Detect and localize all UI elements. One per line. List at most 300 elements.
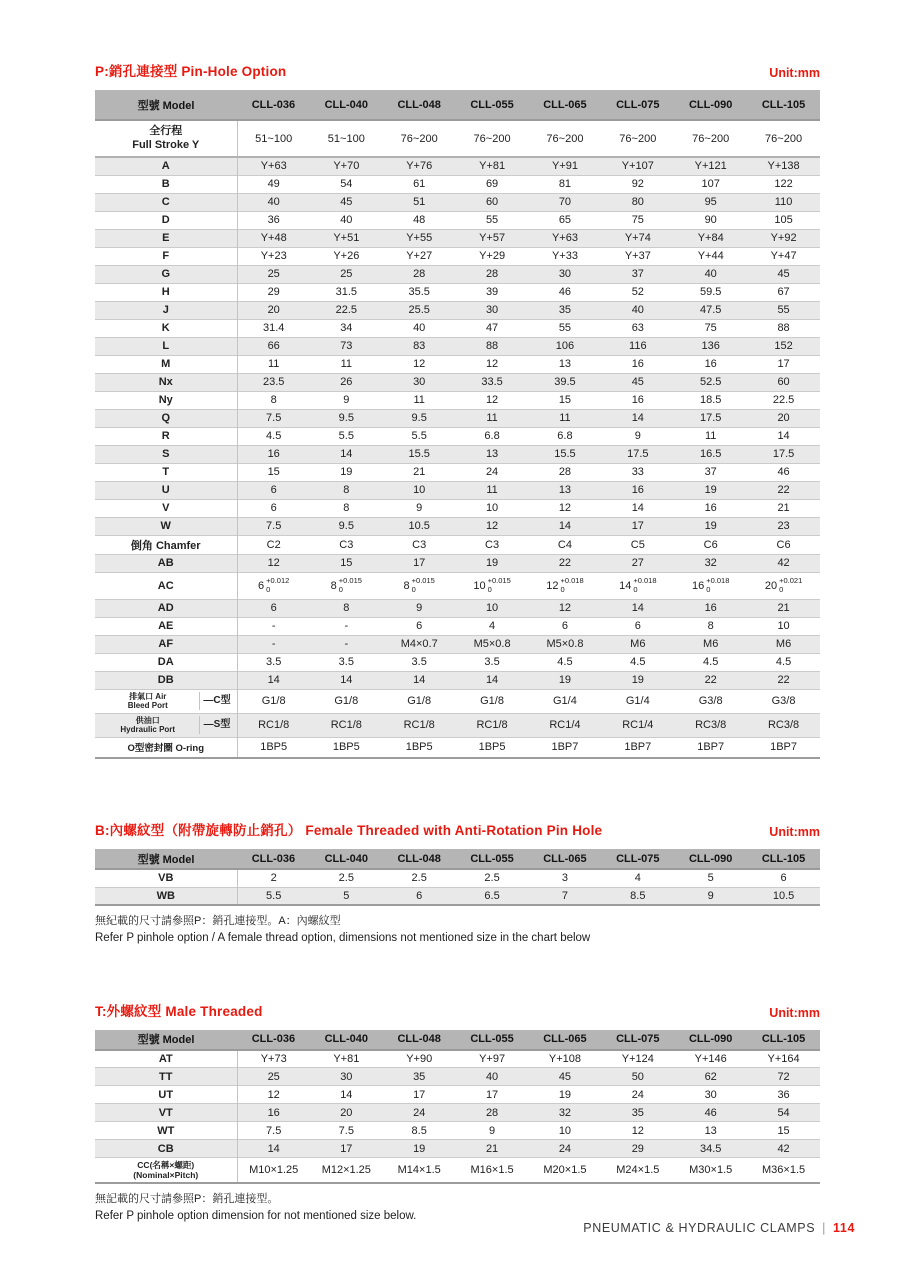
value-cell: 5.5	[411, 430, 427, 442]
value-cell: 5	[707, 872, 714, 885]
value-cell: 40	[340, 214, 353, 226]
row-label: S	[95, 445, 237, 463]
value-cell: 55	[485, 214, 499, 226]
table-row	[95, 355, 820, 373]
value-cell: M5×0.8	[546, 638, 584, 650]
value-cell: G1/8	[480, 695, 504, 707]
section-male-threaded	[95, 1000, 820, 1226]
value-cell: 4.5	[703, 656, 719, 668]
value-cell: 40	[267, 196, 280, 208]
value-cell: M12×1.25	[321, 1164, 371, 1177]
row-label: AD	[95, 599, 237, 617]
value-cell: Y+27	[406, 250, 433, 262]
row-label: UT	[95, 1086, 237, 1104]
tolerance-upper: +0.018	[706, 576, 730, 586]
tolerance-upper: +0.015	[338, 576, 362, 586]
value-cell: 40	[704, 268, 717, 280]
tolerance-value	[331, 577, 362, 594]
value-cell: 30	[704, 1088, 717, 1101]
value-cell: 7.5	[266, 1124, 282, 1137]
value-cell: 4.5	[266, 430, 282, 442]
value-cell: 116	[629, 340, 647, 352]
tolerance-lower: 0	[411, 584, 416, 594]
table-row	[95, 247, 820, 265]
tolerance-limits	[266, 577, 289, 594]
table-row	[95, 1122, 820, 1140]
value-cell: 72	[777, 1070, 790, 1083]
row-label-line: CC(名稱×螺距)	[137, 1159, 195, 1170]
row-label-line: 供油口	[135, 715, 160, 725]
row-label: G	[95, 265, 237, 283]
value-cell: Y+37	[624, 250, 651, 262]
value-cell: 39.5	[554, 376, 576, 388]
value-cell: 12	[558, 502, 572, 514]
value-cell: Y+23	[260, 250, 287, 262]
value-cell: RC1/8	[330, 719, 362, 731]
row-label: WT	[95, 1122, 237, 1140]
value-cell: 9.5	[338, 412, 354, 424]
value-cell: 95	[704, 196, 717, 208]
value-cell: 1BP5	[260, 741, 288, 754]
row-label: Ny	[95, 391, 237, 409]
value-cell: 7.5	[266, 520, 282, 532]
value-cell: 32	[704, 557, 717, 569]
value-cell: 45	[777, 268, 790, 280]
table-row	[95, 265, 820, 283]
table-row	[95, 517, 820, 535]
value-cell: 17	[413, 557, 426, 569]
value-cell: 40	[631, 304, 644, 316]
value-cell: G3/8	[771, 695, 796, 707]
value-cell: 10.5	[772, 889, 795, 902]
value-cell: 9	[634, 430, 641, 442]
tolerance-base: 14	[619, 579, 632, 592]
male-threaded-table	[95, 1030, 820, 1184]
value-cell: 13	[485, 448, 499, 460]
value-cell: Y+70	[333, 160, 360, 173]
value-cell: Y+138	[767, 160, 800, 173]
value-cell: 28	[558, 466, 572, 478]
tolerance-limits	[560, 577, 583, 594]
table-row	[95, 869, 820, 887]
value-cell: Y+81	[479, 160, 506, 173]
value-cell: 83	[413, 340, 426, 352]
value-cell: Y+74	[624, 232, 651, 244]
value-cell: Y+124	[621, 1053, 654, 1066]
row-label: L	[95, 337, 237, 355]
value-cell: 5.5	[338, 430, 354, 442]
section-header	[95, 1000, 820, 1020]
row-label	[95, 713, 237, 737]
unit-label: Unit:mm	[769, 825, 820, 839]
value-cell: 20	[340, 1106, 353, 1119]
value-cell: 46	[777, 466, 790, 478]
value-cell: G1/8	[334, 695, 359, 707]
value-cell: 46	[704, 1106, 717, 1119]
value-cell: 50	[631, 1070, 644, 1083]
table-row	[95, 409, 820, 427]
section-notes	[95, 913, 820, 948]
table-row	[95, 229, 820, 247]
column-header-CLL-048: CLL-048	[383, 849, 456, 869]
value-cell: M20×1.5	[543, 1164, 587, 1177]
note-line-zh: 無記載的尺寸請參照P：銷孔連接型。	[95, 1192, 279, 1205]
value-cell: Y+121	[694, 160, 727, 173]
tolerance-upper: +0.018	[633, 576, 657, 586]
value-cell: 22.5	[335, 304, 358, 316]
value-cell: 19	[413, 1142, 426, 1155]
value-cell: 14	[340, 674, 353, 686]
table-row	[95, 713, 820, 737]
value-cell: 33.5	[481, 376, 503, 388]
tolerance-value	[473, 577, 510, 594]
value-cell: 28	[413, 268, 426, 280]
value-cell: 76~200	[546, 132, 584, 145]
table-row	[95, 1104, 820, 1122]
value-cell: Y+108	[548, 1053, 581, 1066]
value-cell: 20	[777, 412, 790, 424]
tolerance-limits	[779, 577, 802, 594]
value-cell: 14	[631, 502, 644, 514]
value-cell: -	[271, 638, 276, 650]
value-cell: 36	[777, 1088, 790, 1101]
value-cell: 76~200	[473, 132, 511, 145]
value-cell: G1/4	[625, 695, 650, 707]
column-header-CLL-048: CLL-048	[383, 1030, 456, 1050]
row-label-main	[97, 716, 199, 734]
value-cell: 15.5	[554, 448, 576, 460]
value-cell: G1/4	[553, 695, 577, 707]
tolerance-value	[546, 577, 583, 594]
value-cell: 10	[413, 484, 426, 496]
value-cell: 17	[485, 1088, 499, 1101]
value-cell: 9.5	[411, 412, 427, 424]
value-cell: 152	[774, 340, 793, 352]
value-cell: 6	[634, 620, 641, 632]
value-cell: 1BP7	[770, 741, 798, 754]
page-content	[95, 0, 820, 1226]
column-header-CLL-040: CLL-040	[310, 849, 383, 869]
value-cell: 9	[489, 1124, 496, 1137]
value-cell: 6	[416, 889, 423, 902]
value-cell: 69	[485, 178, 499, 190]
tolerance-value	[258, 577, 289, 594]
value-cell: 14	[413, 674, 426, 686]
value-cell: 1BP7	[697, 741, 725, 754]
tolerance-lower: 0	[560, 584, 565, 594]
tolerance-lower: 0	[338, 584, 343, 594]
value-cell: 16	[631, 484, 644, 496]
value-cell: Y+57	[479, 232, 506, 244]
row-label: C	[95, 193, 237, 211]
value-cell: C5	[630, 538, 645, 551]
column-header-CLL-090: CLL-090	[674, 1030, 747, 1050]
value-cell: 80	[631, 196, 644, 208]
table-body	[95, 869, 820, 905]
value-cell: Y+63	[260, 160, 287, 173]
tolerance-upper: +0.015	[487, 576, 511, 586]
table-row	[95, 499, 820, 517]
value-cell: 17	[340, 1142, 353, 1155]
tolerance-limits	[339, 577, 362, 594]
column-header-CLL-055: CLL-055	[456, 1030, 529, 1050]
value-cell: 6.8	[557, 430, 573, 442]
value-cell: 4.5	[775, 656, 792, 668]
row-label: VB	[95, 869, 237, 887]
column-header-CLL-105: CLL-105	[747, 849, 820, 869]
value-cell: RC3/8	[695, 719, 727, 731]
value-cell: Y+107	[621, 160, 654, 173]
value-cell: 2.5	[411, 872, 427, 885]
value-cell: 12	[267, 557, 280, 569]
table-head	[95, 849, 820, 869]
value-cell: 9	[707, 889, 714, 902]
value-cell: RC3/8	[767, 719, 800, 731]
value-cell: 54	[340, 178, 353, 190]
value-cell: Y+81	[333, 1053, 360, 1066]
tolerance-limits	[706, 577, 729, 594]
row-label-wrap	[97, 716, 235, 734]
section-title: P:銷孔連接型 Pin-Hole Option	[95, 64, 287, 79]
column-header-CLL-065: CLL-065	[529, 849, 602, 869]
row-label: M	[95, 355, 237, 373]
tolerance-lower: 0	[487, 584, 492, 594]
column-header-CLL-055: CLL-055	[456, 90, 529, 120]
row-label: F	[95, 247, 237, 265]
value-cell: 7	[561, 889, 568, 902]
footer-title: PNEUMATIC & HYDRAULIC CLAMPS	[583, 1221, 816, 1235]
value-cell: 19	[558, 674, 572, 686]
value-cell: 25	[267, 1070, 280, 1083]
row-label-line: (Nominal×Pitch)	[133, 1170, 199, 1181]
table-row	[95, 463, 820, 481]
row-label: H	[95, 283, 237, 301]
header-row	[95, 90, 820, 120]
value-cell: Y+26	[333, 250, 360, 262]
row-label: TT	[95, 1068, 237, 1086]
value-cell: 88	[485, 340, 499, 352]
value-cell: 92	[631, 178, 644, 190]
value-cell: RC1/4	[549, 719, 581, 731]
value-cell: 75	[704, 322, 717, 334]
value-cell: 6	[416, 620, 423, 632]
value-cell: 88	[777, 322, 790, 334]
table-row	[95, 175, 820, 193]
value-cell: 25	[267, 268, 280, 280]
tolerance-limits	[412, 577, 435, 594]
note-line-en: Refer P pinhole option dimension for not mentioned size below.	[95, 1209, 417, 1222]
value-cell: Y+51	[333, 232, 360, 244]
tolerance-base: 16	[691, 579, 705, 592]
value-cell: 18.5	[699, 394, 722, 406]
value-cell: 12	[558, 602, 572, 614]
value-cell: 6	[270, 602, 277, 614]
value-cell: 4	[634, 872, 641, 885]
value-cell: 107	[701, 178, 720, 190]
value-cell: 54	[777, 1106, 790, 1119]
value-cell: 48	[413, 214, 426, 226]
value-cell: 23	[777, 520, 790, 532]
value-cell: 2	[270, 872, 277, 885]
value-cell: 75	[631, 214, 644, 226]
value-cell: 106	[555, 340, 575, 352]
model-header-cell: 型號 Model	[95, 1030, 237, 1050]
column-header-CLL-090: CLL-090	[674, 849, 747, 869]
value-cell: 67	[777, 286, 790, 298]
table-row	[95, 1068, 820, 1086]
row-label: AB	[95, 554, 237, 572]
row-label: WB	[95, 887, 237, 905]
value-cell: 16	[267, 448, 280, 460]
value-cell: M36×1.5	[762, 1164, 806, 1177]
value-cell: 35	[413, 1070, 426, 1083]
page-footer	[583, 1221, 855, 1235]
value-cell: 20	[267, 304, 280, 316]
value-cell: Y+44	[697, 250, 724, 262]
table-row	[95, 445, 820, 463]
tolerance-lower: 0	[633, 584, 638, 594]
column-header-CLL-055: CLL-055	[456, 849, 529, 869]
value-cell: 11	[559, 412, 571, 424]
section-header	[95, 60, 820, 80]
tolerance-value	[619, 577, 656, 594]
row-label-line: Full Stroke Y	[132, 138, 200, 151]
row-label: K	[95, 319, 237, 337]
value-cell: 10	[777, 620, 790, 632]
value-cell: 51	[413, 196, 426, 208]
column-header-CLL-036: CLL-036	[237, 849, 310, 869]
row-label-line: Bleed Port	[127, 701, 168, 710]
value-cell: 14	[267, 674, 280, 686]
tolerance-upper: +0.012	[266, 576, 290, 586]
value-cell: 55	[777, 304, 790, 316]
value-cell: 17.5	[627, 448, 649, 460]
table-head	[95, 1030, 820, 1050]
value-cell: 73	[340, 340, 353, 352]
value-cell: 21	[777, 602, 790, 614]
row-label-type: —C型	[199, 692, 235, 710]
row-label: A	[95, 157, 237, 175]
value-cell: 17.5	[699, 412, 722, 424]
row-label: 倒角 Chamfer	[95, 535, 237, 554]
column-header-CLL-040: CLL-040	[310, 90, 383, 120]
row-label: U	[95, 481, 237, 499]
tolerance-lower: 0	[706, 584, 711, 594]
value-cell: 9	[416, 602, 423, 614]
value-cell: 52	[631, 286, 644, 298]
value-cell: 76~200	[692, 132, 730, 145]
value-cell: 24	[413, 1106, 426, 1119]
column-header-CLL-065: CLL-065	[529, 1030, 602, 1050]
value-cell	[383, 572, 456, 599]
value-cell: 16	[631, 394, 644, 406]
page-number: 114	[833, 1221, 855, 1235]
table-body	[95, 1050, 820, 1183]
value-cell: 14	[631, 602, 644, 614]
value-cell: C3	[485, 538, 500, 551]
value-cell: 90	[704, 214, 717, 226]
value-cell: G3/8	[698, 695, 723, 707]
value-cell: 42	[777, 557, 790, 569]
table-row	[95, 737, 820, 758]
value-cell: 19	[340, 466, 353, 478]
value-cell: 1BP5	[332, 741, 360, 754]
value-cell: 17.5	[772, 448, 795, 460]
tolerance-value	[692, 577, 729, 594]
section-title: T:外螺紋型 Male Threaded	[95, 1003, 263, 1019]
value-cell: 17	[413, 1088, 426, 1101]
value-cell: 45	[558, 1070, 572, 1083]
table-row	[95, 301, 820, 319]
value-cell: 60	[485, 196, 499, 208]
value-cell: 14	[558, 520, 572, 532]
value-cell: 11	[413, 394, 425, 406]
value-cell: 14	[340, 1088, 353, 1101]
value-cell: 51~100	[327, 132, 365, 145]
value-cell: 81	[558, 178, 572, 190]
value-cell: 39	[485, 286, 499, 298]
table-row	[95, 283, 820, 301]
value-cell: 21	[777, 502, 790, 514]
value-cell: 3.5	[484, 656, 500, 668]
value-cell: C3	[339, 538, 354, 551]
value-cell: 37	[631, 268, 644, 280]
value-cell: M6	[630, 638, 646, 650]
table-body	[95, 120, 820, 758]
value-cell: 22	[777, 484, 790, 496]
value-cell: 27	[631, 557, 644, 569]
row-label: DB	[95, 671, 237, 689]
header-row	[95, 1030, 820, 1050]
value-cell: 3	[561, 872, 568, 885]
value-cell: 8	[343, 484, 350, 496]
value-cell: Y+48	[260, 232, 287, 244]
row-label: T	[95, 463, 237, 481]
value-cell: 51~100	[255, 132, 293, 145]
row-label: Q	[95, 409, 237, 427]
value-cell: 17	[777, 358, 790, 370]
value-cell: 22.5	[772, 394, 795, 406]
row-label-wrap	[97, 692, 235, 710]
value-cell: 61	[413, 178, 426, 190]
value-cell: 12	[485, 520, 499, 532]
value-cell: 136	[701, 340, 720, 352]
value-cell: 59.5	[699, 286, 722, 298]
value-cell: 19	[704, 484, 717, 496]
value-cell: 19	[631, 674, 644, 686]
value-cell: Y+47	[770, 250, 797, 262]
column-header-CLL-105: CLL-105	[747, 90, 820, 120]
value-cell: Y+91	[551, 160, 578, 173]
value-cell: 66	[267, 340, 280, 352]
value-cell: 52.5	[699, 376, 722, 388]
value-cell: M24×1.5	[616, 1164, 660, 1177]
note-line-en: Refer P pinhole option / A female thread option, dimensions not mentioned size in the chart below	[95, 932, 591, 945]
note-line-zh: 無紀載的尺寸請參照P：銷孔連接型。A：內螺紋型	[95, 915, 341, 927]
value-cell: 25.5	[408, 304, 430, 316]
value-cell: C6	[703, 538, 718, 551]
row-label: Nx	[95, 373, 237, 391]
value-cell: 15	[777, 1124, 790, 1137]
value-cell: Y+73	[260, 1053, 287, 1066]
value-cell: 2.5	[338, 872, 354, 885]
column-header-CLL-048: CLL-048	[383, 90, 456, 120]
value-cell: Y+55	[406, 232, 433, 244]
value-cell: G1/8	[261, 695, 286, 707]
value-cell: -	[344, 638, 349, 650]
value-cell: 11	[486, 484, 498, 496]
row-label	[95, 1158, 237, 1183]
